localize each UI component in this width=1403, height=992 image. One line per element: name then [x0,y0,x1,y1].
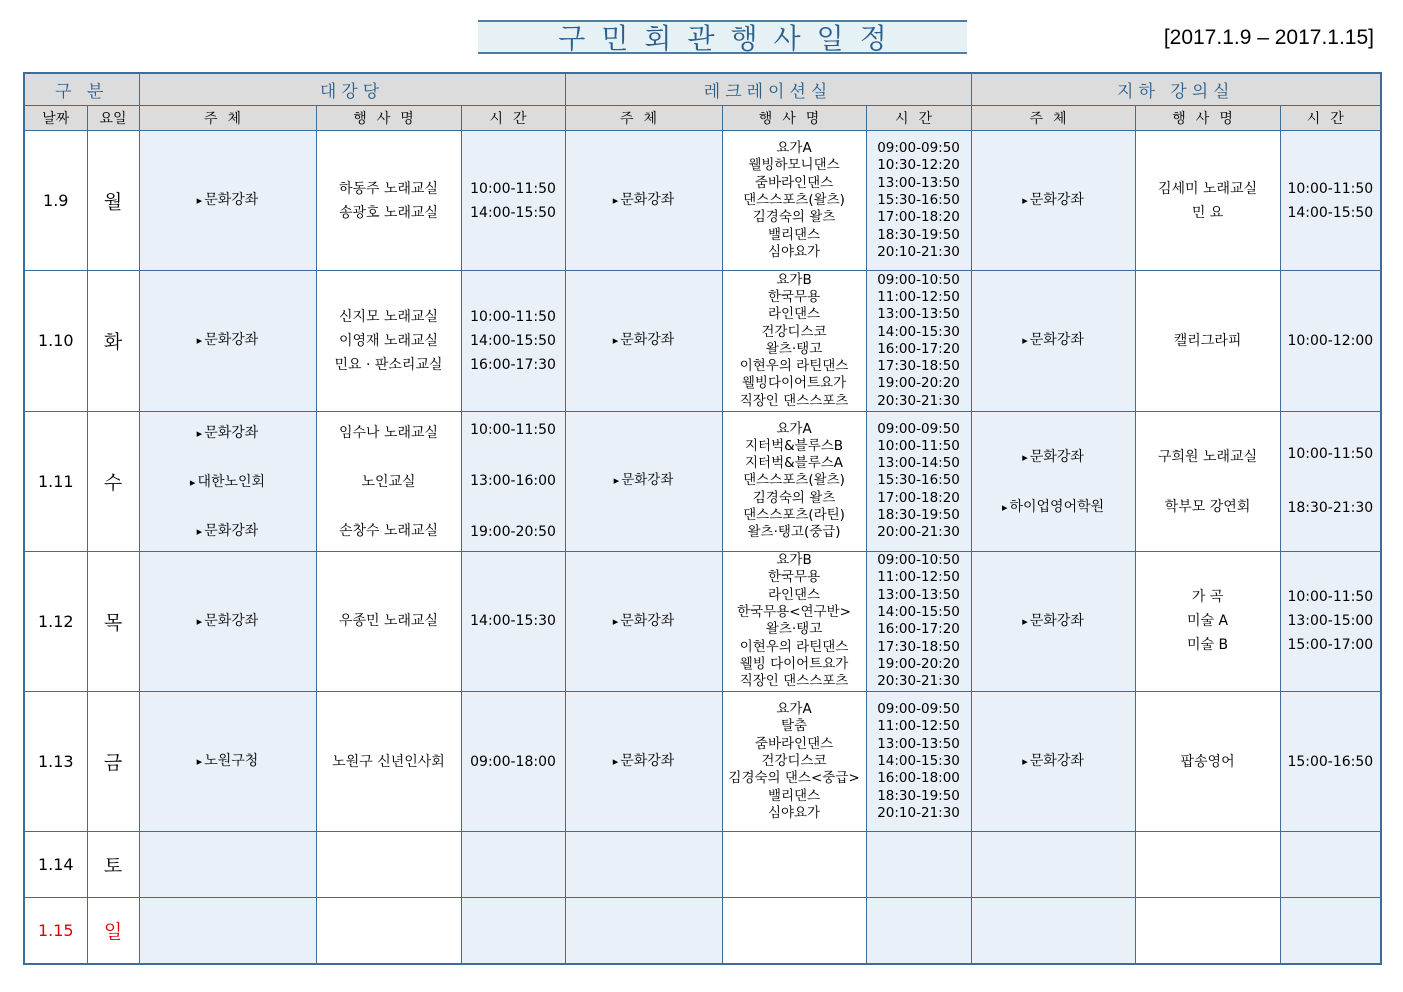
event-time: 16:00-17:30 [470,356,556,373]
event-name: 신지모 노래교실 [338,308,439,325]
day-date: 1.15 [24,898,87,964]
event-time: 19:00-20:50 [470,524,556,541]
event-time: 20:00-21:30 [877,524,960,541]
base-event-cell [1135,271,1280,411]
host-name: ▸ 문화강좌 [1022,749,1084,774]
event-time: 10:00-11:50 [1287,446,1374,463]
event-name: 요가B [776,552,812,569]
base-time-cell [1280,898,1381,964]
base-event-cell [1135,898,1280,964]
day-of-week: 목 [87,551,139,691]
rec-event-cell [722,832,866,898]
hall-time-cell [461,271,565,411]
event-name: 이현우의 라틴댄스 [739,638,849,655]
event-name: 김경숙의 왈츠 [752,209,836,226]
event-time: 09:00-18:00 [470,753,556,770]
hall-event-header: 행사명 [316,106,461,131]
hall-event-cell [316,411,461,551]
rec-host-cell [565,551,722,691]
section-header-recreation: 레크레이션실 [565,73,971,106]
event-time: 16:00-17:20 [877,340,960,357]
event-name: 줌바라인댄스 [754,174,834,191]
rec-event-cell [722,271,866,411]
day-of-week: 화 [87,271,139,411]
event-time: 09:00-09:50 [877,420,960,437]
event-name: 왈츠·탱고 [765,340,823,357]
base-event-cell [1135,832,1280,898]
event-name: 구희원 노래교실 [1158,449,1258,466]
event-time: 09:00-09:50 [877,701,960,718]
event-time: 10:00-11:50 [1287,589,1374,606]
rec-event-header: 행사명 [722,106,866,131]
hall-time-cell [461,832,565,898]
section-header-basement: 지하 강의실 [971,73,1381,106]
day-date: 1.14 [24,832,87,898]
day-of-week: 금 [87,692,139,832]
event-name: 미술 A [1187,613,1229,630]
host-name: ▸ 문화강좌 [197,520,259,540]
table-row [24,551,1381,691]
event-time: 14:00-15:30 [877,323,960,340]
event-time: 17:00-18:20 [877,489,960,506]
event-time: 10:00-11:50 [470,308,556,325]
base-time-cell [1280,551,1381,691]
event-time: 14:00-15:50 [1287,204,1374,221]
event-time: 13:00-13:50 [877,306,960,323]
host-name: ▸ 문화강좌 [613,188,675,213]
event-time: 20:30-21:30 [877,392,960,409]
event-name: 요가A [776,140,812,157]
hall-time-cell [461,692,565,832]
event-time: 19:00-20:20 [877,375,960,392]
event-time: 15:00-17:00 [1287,637,1374,654]
event-name: 건강디스코 [761,323,827,340]
base-time-cell [1280,271,1381,411]
event-time: 15:00-16:50 [1287,753,1374,770]
rec-time-cell [866,411,971,551]
hall-event-cell [316,898,461,964]
event-time: 14:00-15:50 [877,604,960,621]
event-time: 14:00-15:50 [470,332,556,349]
event-name: 미술 B [1187,637,1229,654]
hall-event-cell [316,131,461,271]
event-name: 줌바라인댄스 [754,735,834,752]
event-time: 11:00-12:50 [877,288,960,305]
hall-host-cell [139,271,316,411]
event-name: 밸리댄스 [767,226,821,243]
event-name: 탈춤 [780,718,808,735]
event-time: 13:00-13:50 [877,735,960,752]
event-name: 웰빙다이어트요가 [741,375,847,392]
day-of-week: 토 [87,832,139,898]
table-row [24,898,1381,964]
day-date: 1.9 [24,131,87,271]
event-time: 20:10-21:30 [877,804,960,821]
event-name: 댄스스포츠(라틴) [743,507,845,524]
rec-event-cell [722,131,866,271]
event-time: 10:00-11:50 [877,437,960,454]
event-name: 요가B [776,271,812,288]
event-time: 20:30-21:30 [877,673,960,690]
event-name: 건강디스코 [761,752,827,769]
hall-event-cell [316,551,461,691]
event-name: 웰빙하모니댄스 [748,157,840,174]
host-name: ▸ 문화강좌 [197,328,259,353]
event-time: 16:00-18:00 [877,770,960,787]
event-time: 16:00-17:20 [877,621,960,638]
host-name: ▸ 문화강좌 [197,422,259,442]
day-date: 1.11 [24,411,87,551]
event-name: 하동주 노래교실 [338,180,439,197]
base-host-cell [971,131,1135,271]
hall-time-cell [461,898,565,964]
base-host-cell [971,898,1135,964]
rec-host-cell [565,271,722,411]
event-time: 14:00-15:30 [877,752,960,769]
host-name: ▸ 대한노인회 [190,471,265,491]
event-name: 라인댄스 [767,306,821,323]
hall-event-cell [316,271,461,411]
rec-host-cell [565,898,722,964]
event-time: 11:00-12:50 [877,569,960,586]
rec-time-cell [866,692,971,832]
event-time: 17:30-18:50 [877,638,960,655]
event-time: 14:00-15:50 [470,204,556,221]
host-name: ▸ 노원구청 [197,749,259,774]
rec-host-cell [565,411,722,551]
event-time: 10:00-11:50 [470,422,556,439]
table-row [24,832,1381,898]
host-name: ▸ 문화강좌 [197,188,259,213]
event-name: 심야요가 [767,243,821,260]
event-time: 17:30-18:50 [877,358,960,375]
event-name: 웰빙 다이어트요가 [739,655,849,672]
host-name: ▸ 문화강좌 [1022,188,1084,213]
event-name: 손창수 노래교실 [338,523,439,540]
event-time: 09:00-10:50 [877,271,960,288]
section-header-hall: 대강당 [139,73,565,106]
event-time: 18:30-19:50 [877,507,960,524]
base-host-cell [971,692,1135,832]
hall-host-header: 주체 [139,106,316,131]
base-host-cell [971,411,1135,551]
day-of-week: 수 [87,411,139,551]
event-name: 학부모 강연회 [1164,499,1251,516]
event-time: 19:00-20:20 [877,655,960,672]
hall-host-cell [139,692,316,832]
event-time: 17:00-18:20 [877,209,960,226]
event-time: 20:10-21:30 [877,243,960,260]
event-time: 15:30-16:50 [877,191,960,208]
event-time: 11:00-12:50 [877,718,960,735]
event-time: 09:00-09:50 [877,140,960,157]
table-row [24,131,1381,271]
event-name: 한국무용<연구반> [737,604,851,621]
base-time-header: 시간 [1280,106,1381,131]
event-time: 10:00-11:50 [1287,180,1374,197]
dow-column-header: 요일 [87,106,139,131]
rec-time-cell [866,271,971,411]
hall-time-header: 시간 [461,106,565,131]
event-name: 지터벅&블루스A [745,455,844,472]
rec-event-cell [722,692,866,832]
page-title: 구민회관행사일정 [478,20,967,54]
event-time: 18:30-19:50 [877,787,960,804]
hall-event-cell [316,692,461,832]
event-time: 15:30-16:50 [877,472,960,489]
event-time: 10:30-12:20 [877,157,960,174]
host-name: ▸ 문화강좌 [1022,609,1084,634]
event-name: 왈츠·탱고(중급) [747,524,841,541]
hall-time-cell [461,131,565,271]
event-time: 10:00-11:50 [470,180,556,197]
event-name: 왈츠·탱고 [765,621,823,638]
event-name: 심야요가 [767,804,821,821]
host-name: ▸ 문화강좌 [1022,446,1084,466]
hall-host-cell [139,551,316,691]
event-time: 18:30-19:50 [877,226,960,243]
schedule-body [24,131,1381,965]
rec-time-cell [866,898,971,964]
rec-event-cell [722,411,866,551]
base-host-header: 주체 [971,106,1135,131]
base-time-cell [1280,692,1381,832]
base-host-cell [971,832,1135,898]
rec-host-cell [565,131,722,271]
event-time: 13:00-15:00 [1287,613,1374,630]
host-name: ▸ 문화강좌 [1022,328,1084,353]
event-name: 가 곡 [1191,589,1224,606]
event-name: 요가A [776,701,812,718]
hall-host-cell [139,411,316,551]
table-row [24,692,1381,832]
rec-time-cell [866,131,971,271]
event-name: 밸리댄스 [767,787,821,804]
event-name: 직장인 댄스스포츠 [739,673,849,690]
event-name: 한국무용 [767,288,821,305]
table-row [24,411,1381,551]
rec-host-cell [565,692,722,832]
event-name: 댄스스포츠(왈츠) [743,191,845,208]
event-name: 김세미 노래교실 [1158,180,1258,197]
event-time: 18:30-21:30 [1287,500,1374,517]
base-time-cell [1280,832,1381,898]
date-column-header: 날짜 [24,106,87,131]
category-header: 구 분 [24,73,139,106]
event-name: 요가A [776,420,812,437]
hall-host-cell [139,832,316,898]
rec-event-cell [722,551,866,691]
day-of-week: 월 [87,131,139,271]
event-time: 13:00-13:50 [877,586,960,603]
hall-time-cell [461,551,565,691]
host-name: ▸ 문화강좌 [613,749,675,774]
event-name: 김경숙의 댄스<중급> [728,770,860,787]
base-event-cell [1135,692,1280,832]
event-name: 캘리그라피 [1173,332,1242,349]
event-time: 14:00-15:30 [470,613,556,630]
base-event-cell [1135,551,1280,691]
rec-time-cell [866,551,971,691]
event-name: 한국무용 [767,569,821,586]
event-name: 이영재 노래교실 [338,332,439,349]
rec-host-cell [565,832,722,898]
host-name: ▸ 문화강좌 [613,328,675,353]
date-range: [2017.1.9 – 2017.1.15] [1163,26,1374,49]
event-time: 09:00-10:50 [877,552,960,569]
event-name: 댄스스포츠(왈츠) [743,472,845,489]
event-name: 민요 · 판소리교실 [334,356,443,373]
base-time-cell [1280,131,1381,271]
event-name: 팝송영어 [1180,753,1235,770]
event-time: 10:00-12:00 [1287,332,1374,349]
day-date: 1.12 [24,551,87,691]
event-name: 노인교실 [361,474,416,491]
hall-event-cell [316,832,461,898]
base-event-header: 행사명 [1135,106,1280,131]
hall-time-cell [461,411,565,551]
base-time-cell [1280,411,1381,551]
event-name: 이현우의 라틴댄스 [739,358,849,375]
host-name: ▸ 하이업영어학원 [1002,496,1104,516]
base-host-cell [971,551,1135,691]
host-name: ▸ 문화강좌 [613,609,675,634]
event-name: 라인댄스 [767,586,821,603]
event-time: 13:00-14:50 [877,455,960,472]
rec-time-cell [866,832,971,898]
day-date: 1.10 [24,271,87,411]
event-name: 임수나 노래교실 [338,425,439,442]
base-host-cell [971,271,1135,411]
rec-event-cell [722,898,866,964]
event-time: 13:00-13:50 [877,174,960,191]
rec-time-header: 시간 [866,106,971,131]
base-event-cell [1135,411,1280,551]
base-event-cell [1135,131,1280,271]
event-name: 노원구 신년인사회 [332,753,445,770]
event-name: 민 요 [1191,204,1224,221]
event-name: 우종민 노래교실 [338,613,439,630]
day-date: 1.13 [24,692,87,832]
host-name: ▸ 문화강좌 [614,472,674,489]
day-of-week: 일 [87,898,139,964]
event-name: 지터벅&블루스B [745,437,844,454]
table-row [24,271,1381,411]
event-name: 송광호 노래교실 [338,204,439,221]
event-name: 김경숙의 왈츠 [752,489,836,506]
hall-host-cell [139,131,316,271]
event-time: 13:00-16:00 [470,473,556,490]
hall-host-cell [139,898,316,964]
event-name: 직장인 댄스스포츠 [739,392,849,409]
schedule-table [23,72,1382,965]
rec-host-header: 주체 [565,106,722,131]
host-name: ▸ 문화강좌 [197,609,259,634]
